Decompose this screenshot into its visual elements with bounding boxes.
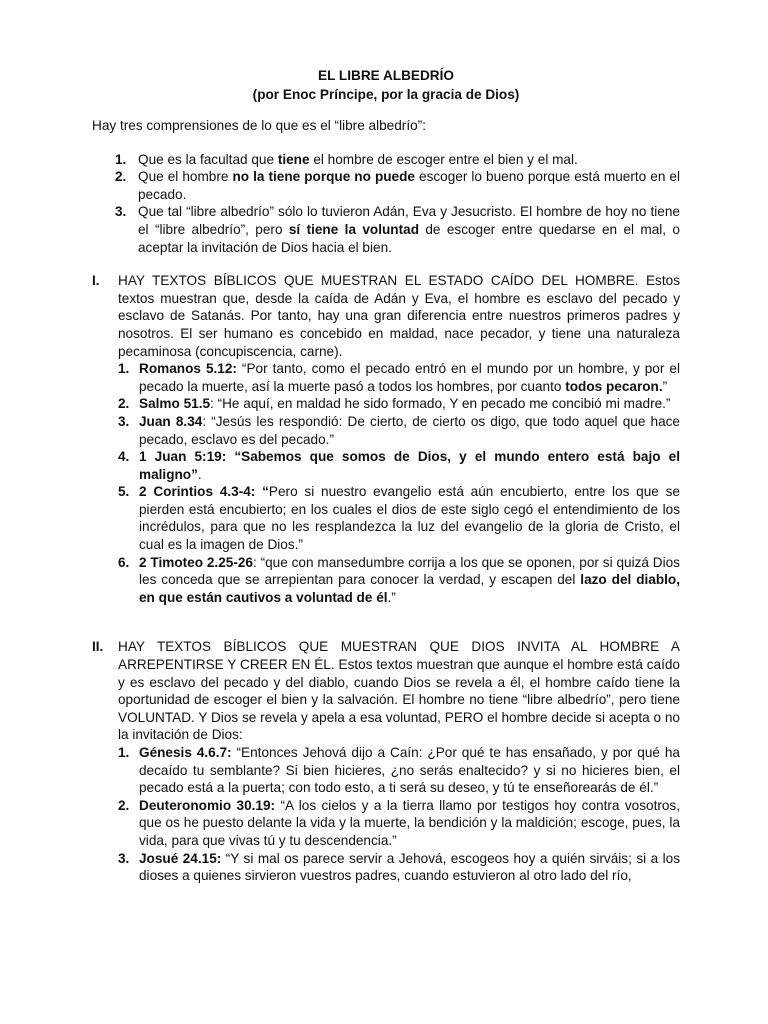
list-item: 2. Deuteronomio 30.19: “A los cielos y a la tierra llamo por testigos hoy contra vosotros, que os he puesto delante la vida y la muerte, la bendición y la maldición; escoge, pues, la vida, para que vivas tú y tu descendencia.” <box>118 797 681 848</box>
verse-list <box>118 744 680 885</box>
verse-reference: Salmo 51.5 <box>139 396 211 412</box>
verse-reference: 2 Timoteo 2.25-26 <box>139 554 253 570</box>
document-title: EL LIBRE ALBEDRÍO <box>318 68 454 83</box>
document-header <box>92 66 680 104</box>
section-i <box>92 272 680 606</box>
verse-reference: Juan 8.34 <box>139 413 203 429</box>
verse-reference: Romanos 5.12: <box>139 361 237 377</box>
list-item: 4. 1 Juan 5:19: “Sabemos que somos de Dios, y el mundo entero está bajo el maligno”. <box>118 449 680 482</box>
section-heading-paragraph: HAY TEXTOS BÍBLICOS QUE MUESTRAN QUE DIOS INVITA AL HOMBRE A ARREPENTIRSE Y CREER EN ÉL. Estos textos muestran que aunque el hombre está caído y es esclavo del pecado y del diablo, cuando Dios se revela a él, el hombre caído tiene la oportunidad de escoger el bien y la salvación. El hombre no tiene “libre albedrío”, pero tiene VOLUNTAD. Y Dios se revela y apela a esa voluntad, PERO el hombre decide si acepta o no la invitación de Dios: <box>118 639 680 743</box>
list-item: 5. 2 Corintios 4.3-4: “Pero si nuestro evangelio está aún encubierto, entre los que se pierden está encubierto; en los cuales el dios de este siglo cegó el entendimiento de los incrédulos, para que no les resplandezca la luz del evangelio de la gloria de Cristo, el cual es la imagen de Dios.” <box>118 484 680 553</box>
intro-paragraph: Hay tres comprensiones de lo que es el “libre albedrío”: <box>92 118 426 133</box>
section-numeral: II. <box>92 639 104 655</box>
verse-reference: Génesis 4.6.7: <box>139 745 232 760</box>
verse-reference: 2 Corintios 4.3-4: “ <box>139 484 269 500</box>
verse-reference: 1 Juan 5:19: “Sabemos que somos de Dios, y el mundo entero está bajo el maligno” <box>139 449 680 482</box>
list-item: 3. Josué 24.15: “Y si mal os parece servir a Jehová, escogeos hoy a quién sirváis; si a los dioses a quienes sirvieron vuestros padres, cuando estuvieron al otro lado del río, <box>118 850 680 884</box>
list-item: 6. 2 Timoteo 2.25-26: “que con mansedumbre corrija a los que se oponen, por si quizá Dios les conceda que se arrepientan para conocer la verdad, y escapen del lazo del diablo, en que están cautivos a voluntad de él.” <box>118 554 680 605</box>
section-numeral: I. <box>92 273 100 289</box>
verse-reference: Josué 24.15: <box>139 850 222 866</box>
section-ii <box>92 638 680 884</box>
section-heading: HAY TEXTOS BÍBLICOS QUE MUESTRAN QUE DIOS INVITA AL HOMBRE A ARREPENTIRSE Y CREER EN ÉL. <box>118 639 680 673</box>
list-item: 1. Que es la facultad que tiene el hombre de escoger entre el bien y el mal. <box>115 151 578 167</box>
section-heading-paragraph: HAY TEXTOS BÍBLICOS QUE MUESTRAN EL ESTADO CAÍDO DEL HOMBRE. Estos textos muestran que, desde la caída de Adán y Eva, el hombre es esclavo del pecado y esclavo de Satanás. Por tanto, hay una gran diferencia entre nuestros primeros padres y nosotros. El ser humano es concebido en maldad, nace pecador, y tiene una naturaleza pecaminosa (concupiscencia, carne). <box>118 273 680 359</box>
list-item: 2. Que el hombre no la tiene porque no puede escoger lo bueno porque está muerto en el pecado. <box>115 169 680 202</box>
list-item: 2. Salmo 51.5: “He aquí, en maldad he sido formado, Y en pecado me concibió mi madre.” <box>118 396 671 412</box>
verse-reference: Deuteronomio 30.19: <box>139 797 276 813</box>
verse-list <box>118 360 680 606</box>
list-item: 3. Juan 8.34: “Jesús les respondió: De cierto, de cierto os digo, que todo aquel que hace pecado, esclavo es del pecado.” <box>118 413 680 447</box>
understandings-list <box>92 151 680 257</box>
list-item: 3. Que tal “libre albedrío” sólo lo tuvieron Adán, Eva y Jesucristo. El hombre de hoy no tiene el “libre albedrío”, pero sí tiene la voluntad de escoger entre quedarse en el mal, o aceptar la invitación de Dios hacia el bien. <box>115 204 680 255</box>
list-item: 1. Romanos 5.12: “Por tanto, como el pecado entró en el mundo por un hombre, y por el pecado la muerte, así la muerte pasó a todos los hombres, por cuanto todos pecaron.” <box>118 361 680 394</box>
section-heading: HAY TEXTOS BÍBLICOS QUE MUESTRAN EL ESTADO CAÍDO DEL HOMBRE. <box>118 273 639 289</box>
list-item: 1. Génesis 4.6.7: “Entonces Jehová dijo a Caín: ¿Por qué te has ensañado, y por qué ha decaído tu semblante? Si bien hicieres, ¿no serás enaltecido? y si no hicieres bien, el pecado está a la puerta; con todo esto, a ti será su deseo, y tú te enseñorearás de él.” <box>118 745 680 796</box>
document-subtitle: (por Enoc Príncipe, por la gracia de Dios) <box>252 87 520 102</box>
